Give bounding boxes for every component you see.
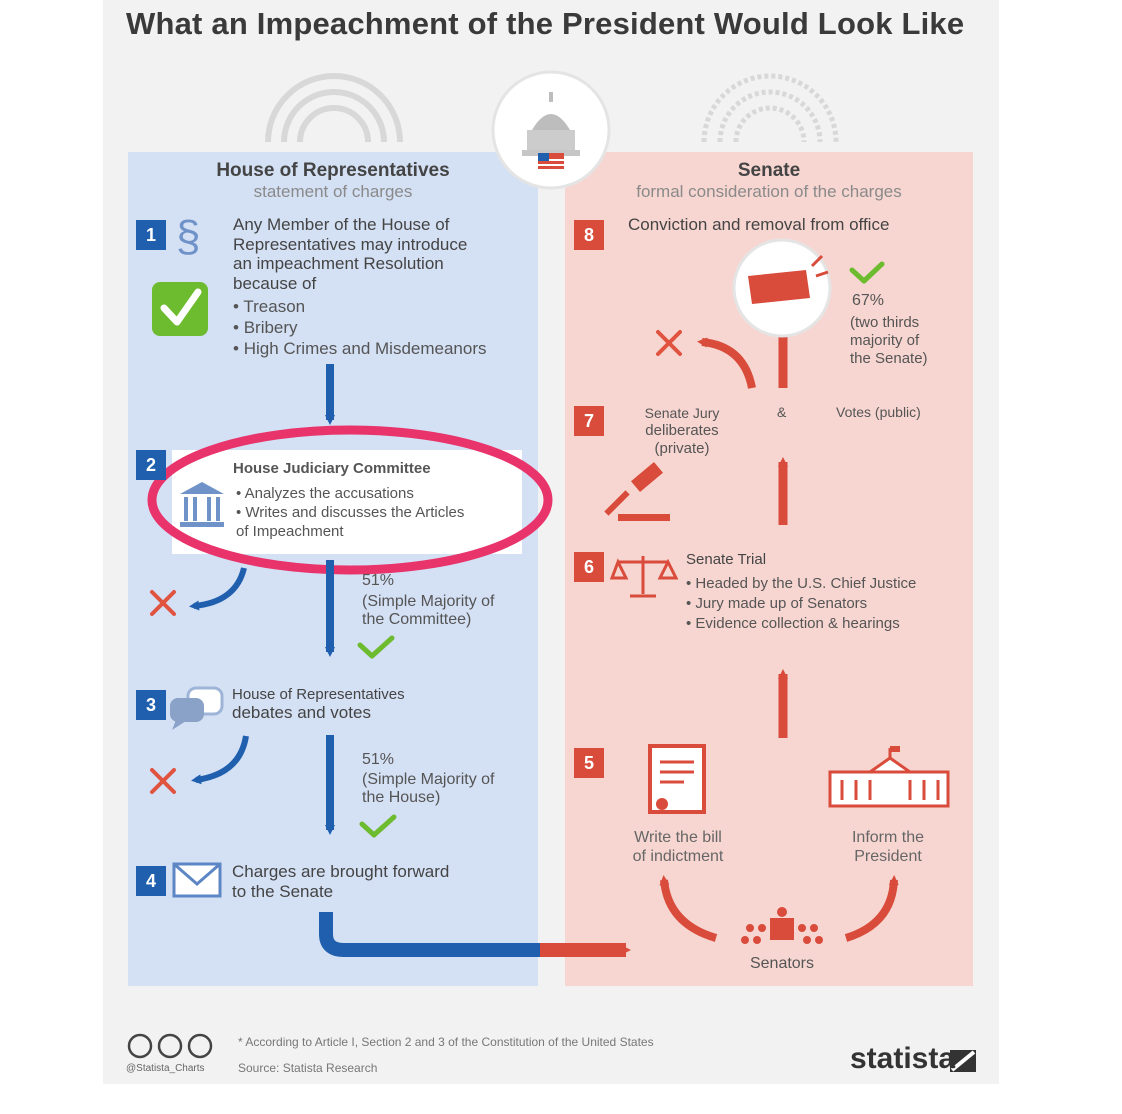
section-symbol-icon: § (176, 212, 201, 261)
vote-note-line: the Senate) (850, 350, 928, 367)
bullet-treason: • Treason (233, 296, 533, 317)
checkmark-box-icon (152, 282, 208, 336)
inform-president-line: Inform the (851, 829, 925, 846)
flag-icon (890, 746, 900, 752)
footnote: * According to Article I, Section 2 and 3 of the Constitution of the United States (238, 1035, 654, 1049)
bullet-evidence: • Evidence collection & hearings (686, 614, 966, 634)
bullet-writes: • Writes and discusses the Articles of Impeachment (236, 503, 476, 541)
committee-vote-note (362, 593, 532, 630)
senate-chamber-icon (704, 76, 836, 142)
bullet-chief-justice: • Headed by the U.S. Chief Justice (686, 574, 966, 594)
step-number-5: 5 (574, 748, 604, 778)
ampersand: & (777, 404, 787, 420)
house-vote-note (362, 771, 532, 808)
house-subheading: statement of charges (253, 182, 413, 201)
vote-note-line: (Simple Majority of (362, 593, 495, 610)
vote-note-line: the Committee) (362, 611, 472, 629)
bullet-high-crimes: • High Crimes and Misdemeanors (233, 338, 533, 359)
committee-bullets (236, 484, 476, 541)
inform-president-line: President (854, 848, 922, 865)
step1-bullets (233, 296, 533, 359)
step-number-4: 4 (136, 866, 166, 896)
vote-note-line: the House) (362, 789, 441, 807)
senate-subheading: formal consideration of the charges (636, 182, 902, 201)
step-number-6: 6 (574, 552, 604, 582)
statista-handle: @Statista_Charts (126, 1063, 205, 1074)
bullet-bribery: • Bribery (233, 317, 533, 338)
house-heading: House of Representatives (216, 160, 450, 181)
step4-line: Charges are brought forward (232, 862, 450, 881)
senators-label: Senators (749, 955, 815, 972)
senate-heading: Senate (737, 160, 801, 181)
senate-vote-note (850, 314, 960, 368)
step3-line: House of Representatives (232, 686, 405, 703)
statista-brand[interactable]: statista (850, 1042, 956, 1075)
write-bill-line: Write the bill (634, 829, 722, 846)
step-number-2: 2 (136, 450, 166, 480)
envelope-icon (174, 864, 220, 896)
deliberation-line: (private) (654, 440, 710, 457)
house-chamber-icon (268, 76, 400, 142)
source-text: Source: Statista Research (238, 1061, 378, 1075)
step1-line: because of (233, 273, 317, 293)
deliberation-line: Senate Jury (644, 405, 720, 421)
license-icons (129, 1035, 211, 1057)
step-number-1: 1 (136, 220, 166, 250)
vote-note-line: (two thirds (850, 314, 920, 331)
step-number-7: 7 (574, 406, 604, 436)
write-bill-line: of indictment (632, 848, 724, 865)
step1-line: an impeachment Resolution (233, 254, 444, 274)
bullet-analyzes: • Analyzes the accusations (236, 484, 476, 503)
step4-line: to the Senate (232, 881, 334, 901)
votes-public-text: Votes (public) (836, 404, 921, 420)
step3-line: debates and votes (232, 703, 371, 723)
step1-text (233, 215, 523, 293)
vote-note-line: majority of (850, 332, 920, 349)
document-icon (650, 746, 704, 812)
step-number-8: 8 (574, 220, 604, 250)
senate-trial-title: Senate Trial (686, 551, 767, 568)
removal-icon (734, 240, 830, 336)
step3-text (232, 686, 492, 723)
conviction-title: Conviction and removal from office (628, 215, 890, 234)
write-bill-text (608, 828, 748, 866)
house-vote-pct: 51% (362, 751, 395, 768)
senate-trial-bullets (686, 574, 966, 634)
vote-note-line: (Simple Majority of (362, 771, 495, 788)
step-number-3: 3 (136, 690, 166, 720)
step1-line: Any Member of the House of (233, 215, 450, 234)
deliberation-line: deliberates (645, 422, 719, 439)
committee-vote-pct: 51% (362, 572, 395, 589)
step4-text (232, 862, 492, 901)
page-title: What an Impeachment of the President Would Look Like (126, 6, 965, 41)
committee-title: House Judiciary Committee (233, 460, 431, 477)
inform-president-text (818, 828, 958, 866)
bullet-jury: • Jury made up of Senators (686, 594, 966, 614)
deliberation-text (622, 404, 742, 458)
senate-vote-pct: 67% (852, 292, 885, 309)
step1-line: Representatives may introduce (233, 234, 468, 254)
